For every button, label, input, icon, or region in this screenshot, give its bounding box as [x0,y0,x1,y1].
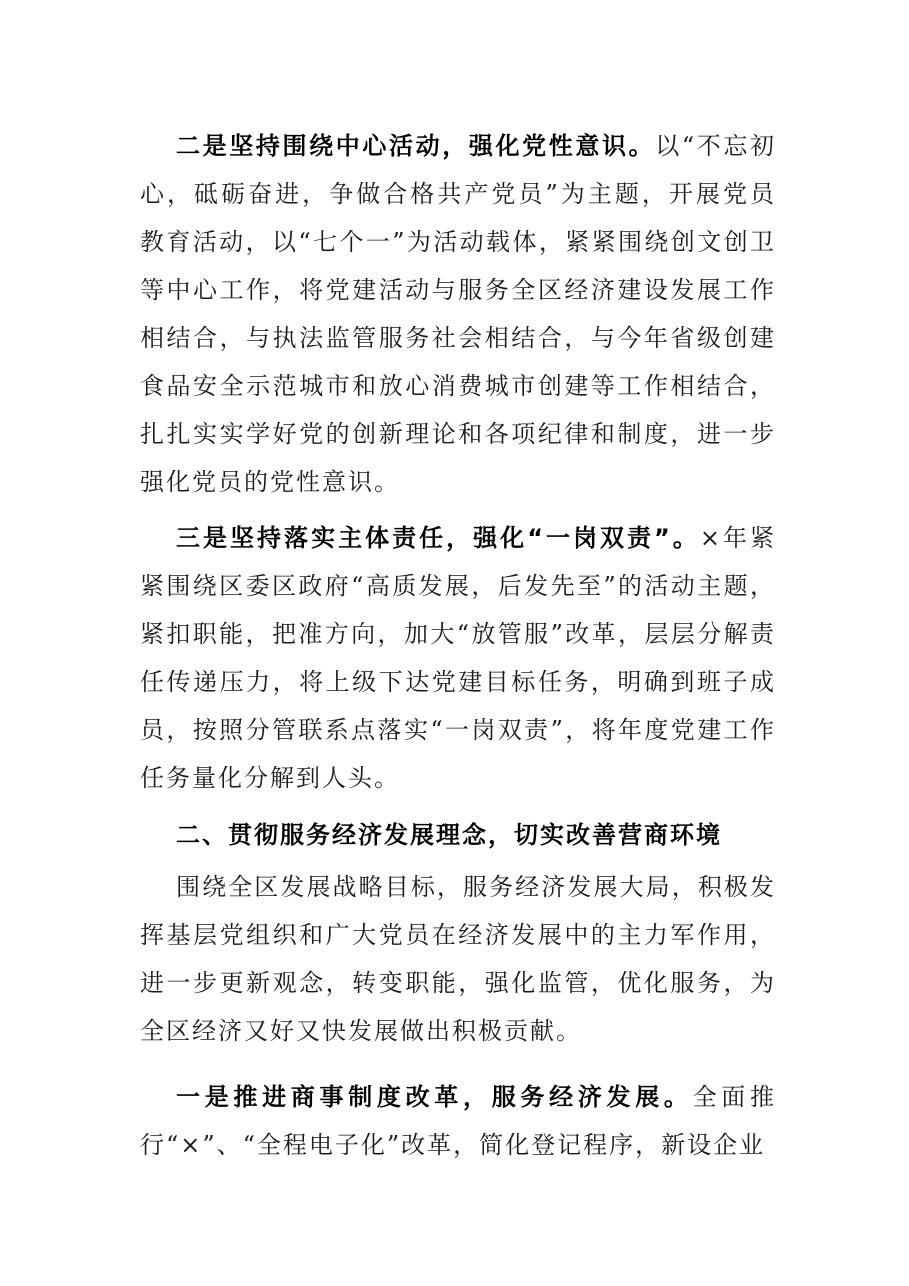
paragraph-center-activities [140,122,776,506]
section-intro-paragraph: 围绕全区发展战略目标，服务经济发展大局，积极发挥基层党组织和广大党员在经济发展中的主力军作用，进一步更新观念，转变职能，强化监管，优化服务，为全区经济又好又快发展做出积极贡献。 [140,873,776,1045]
paragraph-lead: 二是坚持围绕中心活动，强化党性意识。 [176,132,656,160]
paragraph-body: ×年紧紧围绕区委区政府“高质发展，后发先至”的活动主题，紧扣职能，把准方向，加大“放管服”改革，层层分解责任传递压力，将上级下达党建目标任务，明确到班子成员，按照分管联系点落实“一岗双责”，将年度党建工作任务量化分解到人头。 [140,524,776,792]
section-heading: 二、贯彻服务经济发展理念，切实改善营商环境 [176,821,722,849]
paragraph-business-reform [140,1073,776,1169]
paragraph-body: 全面推行“×”、“全程电子化”改革，简化登记程序，新设企业 [140,1083,777,1159]
paragraph-main-responsibility [140,514,776,802]
paragraph-lead: 一是推进商事制度改革，服务经济发展。 [176,1083,693,1111]
paragraph-body: 以“不忘初心，砥砺奋进，争做合格共产党员”为主题，开展党员教育活动，以“七个一”为活动载体，紧紧围绕创文创卫等中心工作，将党建活动与服务全区经济建设发展工作相结合，与执法监管服务社会相结合，与今年省级创建食品安全示范城市和放心消费城市创建等工作相结合，扎扎实实学好党的创新理论和各项纪律和制度，进一步强化党员的党性意识。 [140,132,776,496]
paragraph-lead: 三是坚持落实主体责任，强化“一岗双责”。 [176,524,700,552]
